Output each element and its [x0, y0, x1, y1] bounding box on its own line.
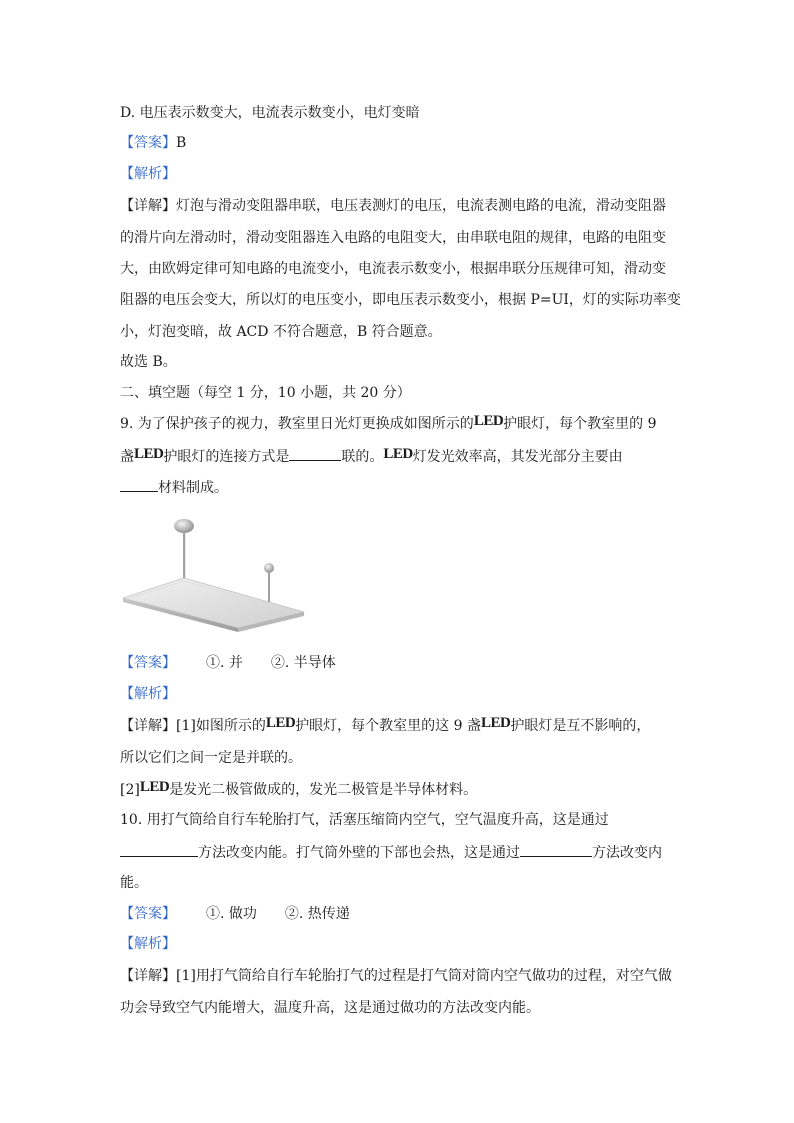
led-panel-lamp-image: [118, 512, 314, 636]
q8-detail-line-3: 大，由欧姆定律可知电路的电流变小，电流表示数变小，根据串联分压规律可知，滑动变: [120, 261, 666, 277]
q9-line-2: [120, 446, 623, 467]
q9-answer: [120, 653, 336, 673]
q8-detail-line-1: [120, 196, 666, 216]
q10-line-2: [120, 842, 662, 863]
q8-conclusion: 故选 B。: [120, 354, 177, 370]
q9-text: 盏: [120, 449, 134, 465]
answer-blank: [120, 842, 198, 857]
q10-analysis-tag: 【解析】: [120, 936, 176, 952]
led-label: LED: [134, 446, 164, 462]
q8-detail-line-4: 阻器的电压会变大，所以灯的电压变小，即电压表示数变小，根据 P=UI，灯的实际功率变: [120, 292, 681, 308]
q9-text: 护眼灯的连接方式是: [163, 449, 290, 465]
q9-detail-text: 护眼灯是互不影响的，: [510, 718, 651, 734]
q8-detail-line-5: 小，灯泡变暗，故 ACD 不符合题意，B 符合题意。: [120, 324, 442, 340]
q8-analysis-tag: 【解析】: [120, 166, 176, 182]
ceiling-mount-left: [174, 519, 194, 533]
answer-value: B: [176, 135, 187, 151]
q9-text: 联的。: [341, 449, 384, 465]
detail-tag: 【详解】: [120, 718, 176, 734]
q9-detail-line-3: [120, 780, 477, 800]
q9-text: 护眼灯，每个教室里的 9: [503, 416, 657, 432]
ceiling-mount-right: [264, 563, 274, 573]
detail-text: 灯泡与滑动变阻器串联，电压表测灯的电压，电流表测电路的电流，滑动变阻器: [176, 198, 666, 214]
q9-line-1: [120, 414, 657, 434]
led-label: LED: [481, 715, 511, 731]
q10-detail-line-1: [120, 966, 672, 986]
q9-detail-line-2: 所以它们之间一定是并联的。: [120, 750, 302, 766]
answer-blank: [120, 477, 158, 492]
answer-blank: [289, 446, 341, 461]
q9-detail-text: [2]: [120, 782, 140, 798]
answer-1: ①. 做功: [206, 906, 257, 922]
answer-2: ②. 热传递: [284, 906, 350, 922]
led-label: LED: [265, 715, 296, 731]
q10-detail-line-2: 功会导致空气内能增大，温度升高，这是通过做功的方法改变内能。: [120, 1000, 540, 1016]
answer-1: ①. 并: [206, 655, 243, 671]
q9-text: 9. 为了保护孩子的视力，教室里日光灯更换成如图所示的: [120, 416, 474, 432]
answer-blank: [520, 842, 592, 857]
answer-tag: 【答案】: [120, 906, 176, 922]
led-label: LED: [383, 446, 413, 462]
detail-tag: 【详解】: [120, 198, 176, 214]
led-label: LED: [139, 779, 170, 795]
option-d: D. 电压表示数变大，电流表示数变小，电灯变暗: [120, 105, 420, 121]
suspension-rod-left: [183, 532, 185, 582]
q10-answer: [120, 904, 350, 924]
q9-detail-text: 是发光二极管做成的，发光二极管是半导体材料。: [169, 782, 478, 798]
q10-text: 方法改变内: [592, 845, 662, 861]
answer-tag: 【答案】: [120, 655, 176, 671]
q9-detail-line-1: [120, 716, 650, 736]
detail-tag: 【详解】: [120, 968, 176, 984]
q8-answer: [120, 133, 186, 153]
q10-text: 方法改变内能。打气筒外壁的下部也会热，这是通过: [198, 845, 520, 861]
q10-line-3: 能。: [120, 875, 148, 891]
answer-2: ②. 半导体: [270, 655, 336, 671]
led-label: LED: [473, 413, 504, 429]
answer-tag: 【答案】: [120, 135, 176, 151]
q9-analysis-tag: 【解析】: [120, 686, 176, 702]
section-title: 二、填空题（每空 1 分，10 小题，共 20 分）: [120, 385, 411, 401]
q9-text: 灯发光效率高，其发光部分主要由: [412, 449, 623, 465]
q9-detail-text: 护眼灯，每个教室里的这 9 盏: [295, 718, 481, 734]
q9-text: 材料制成。: [158, 480, 228, 496]
q10-line-1: 10. 用打气筒给自行车轮胎打气，活塞压缩筒内空气，空气温度升高，这是通过: [120, 812, 609, 828]
q9-detail-text: [1]如图所示的: [176, 718, 266, 734]
q9-line-3: [120, 477, 228, 498]
q10-detail-text: [1]用打气筒给自行车轮胎打气的过程是打气筒对筒内空气做功的过程，对空气做: [176, 968, 672, 984]
q8-detail-line-2: 的滑片向左滑动时，滑动变阻器连入电路的电阻变大，由串联电阻的规律，电路的电阻变: [120, 230, 666, 246]
